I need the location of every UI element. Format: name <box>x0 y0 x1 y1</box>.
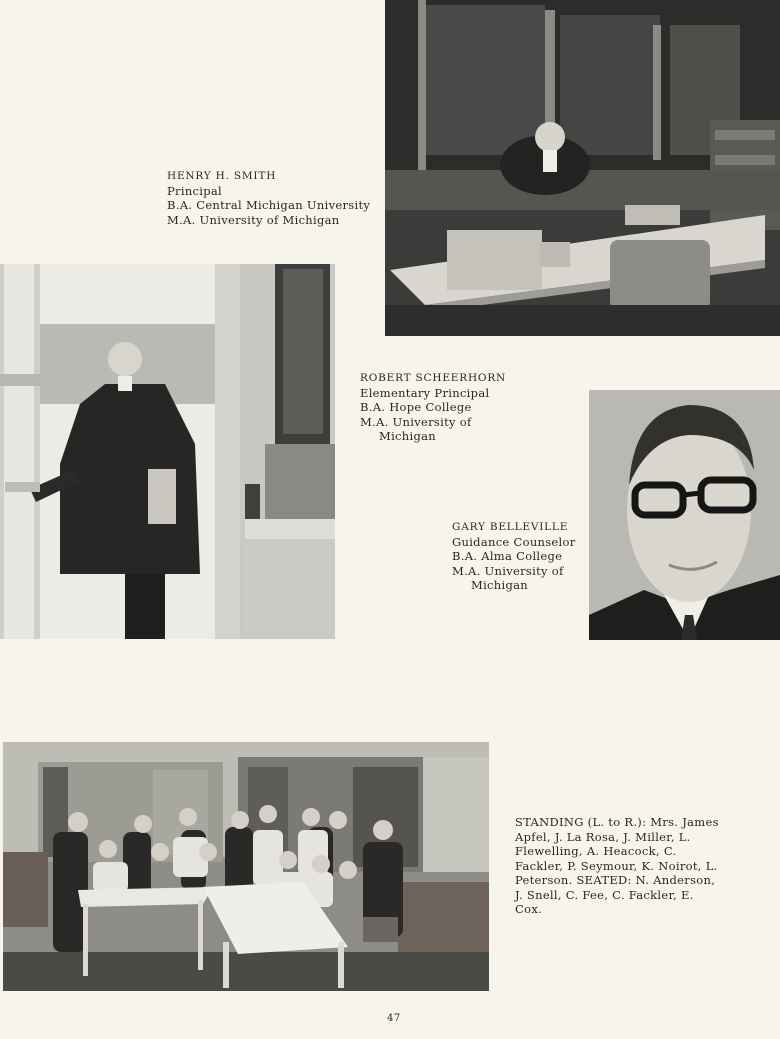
principal-office-photo <box>385 0 780 336</box>
staff-degree: M.A. University of <box>360 414 472 429</box>
caption-smith <box>167 169 370 227</box>
principal-office-photo-graphic <box>385 0 780 336</box>
staff-degree: M.A. University of <box>452 563 564 578</box>
staff-degree-continued: Michigan <box>379 429 437 443</box>
elementary-principal-door-photo <box>0 264 335 639</box>
staff-degree: B.A. Central Michigan University <box>167 198 371 212</box>
office-staff-group-photo <box>3 742 489 991</box>
elementary-principal-door-photo-graphic <box>0 264 335 639</box>
staff-name: GARY BELLEVILLE <box>452 521 569 533</box>
caption-scheerhorn <box>360 371 506 444</box>
staff-degree-continued: Michigan <box>471 578 529 592</box>
staff-name: ROBERT SCHEERHORN <box>360 372 507 384</box>
staff-name: HENRY H. SMITH <box>167 170 277 182</box>
page-number: 47 <box>387 1013 401 1024</box>
staff-degree: B.A. Alma College <box>452 549 563 563</box>
office-staff-group-photo-graphic <box>3 742 489 991</box>
caption-belleville <box>452 520 576 593</box>
staff-title: Principal <box>167 183 223 198</box>
staff-title: Elementary Principal <box>360 385 490 400</box>
guidance-counselor-portrait-graphic <box>589 390 780 640</box>
caption-group <box>515 815 720 917</box>
staff-degree: B.A. Hope College <box>360 400 472 414</box>
staff-title: Guidance Counselor <box>452 534 576 549</box>
staff-degree: M.A. University of Michigan <box>167 212 340 227</box>
guidance-counselor-portrait <box>589 390 780 640</box>
group-caption-text: STANDING (L. to R.): Mrs. James Apfel, J. La Rosa, J. Miller, L. Flewelling, A. Heacock, C. Fackler, P. Seymour, K. Noirot, L. Peterson. SEATED: N. Anderson, J. Snell, C. Fee, C. Fackler, E. Cox. <box>515 815 719 916</box>
